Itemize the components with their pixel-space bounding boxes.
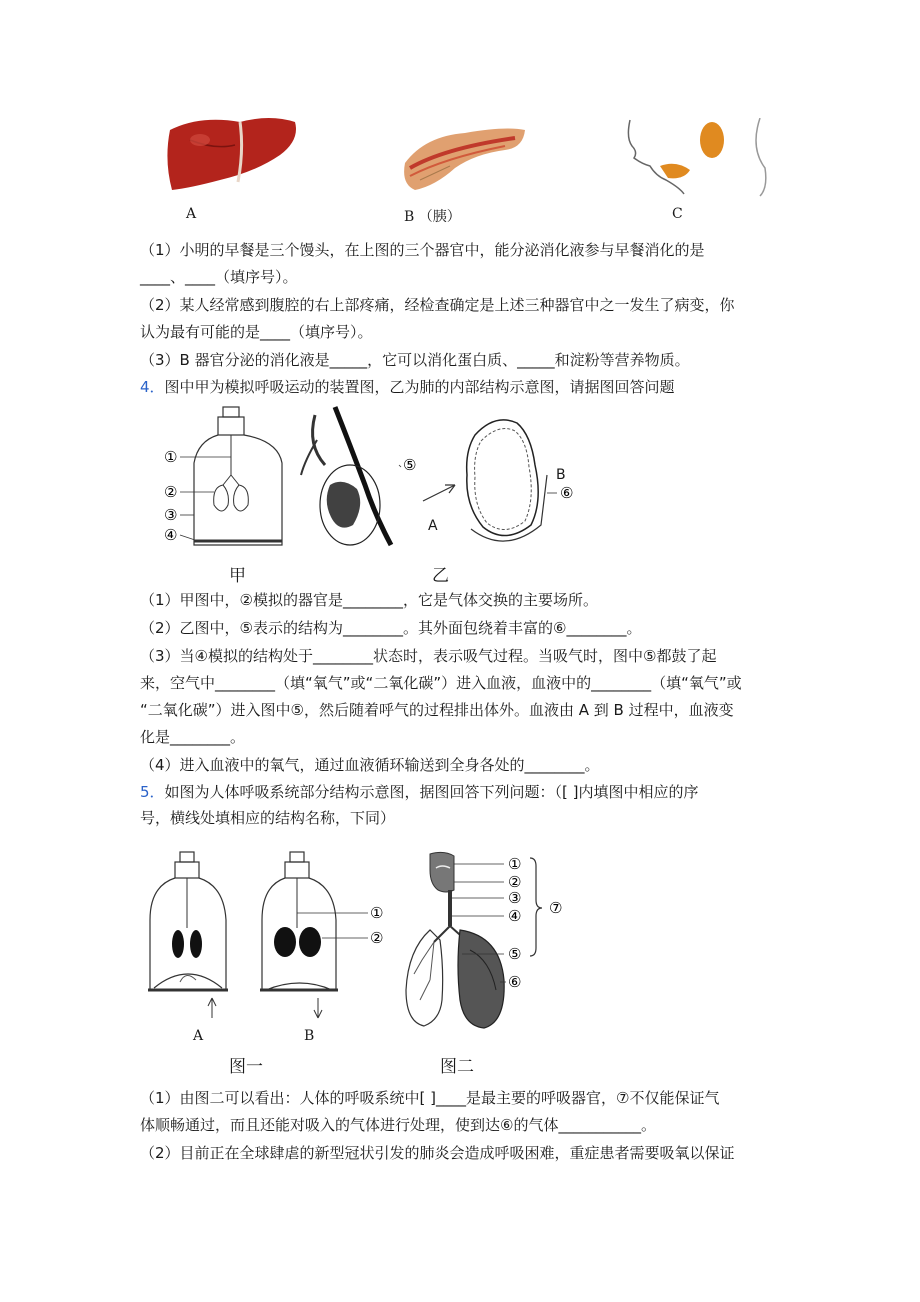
fig2-marker-7: ⑦ xyxy=(549,899,563,917)
organ-b-label: B （胰） xyxy=(404,209,461,225)
q4-sub1: （1）甲图中，②模拟的器官是________，它是气体交换的主要场所。 xyxy=(140,591,598,609)
organ-c-label: C xyxy=(672,206,683,222)
bell-jar-models xyxy=(140,850,400,1025)
fig-yi-label: 乙 xyxy=(432,566,449,586)
fig2-marker-6: ⑥ xyxy=(508,973,522,991)
jia-marker-2: ② xyxy=(164,483,178,501)
respiratory-system-diagram xyxy=(400,850,580,1035)
fig2-marker-2: ② xyxy=(508,873,522,891)
q4-sub3-line1: （3）当④模拟的结构处于________状态时，表示吸气过程。当吸气时，图中⑤都鼓了起 xyxy=(140,647,717,665)
fig2-marker-3: ③ xyxy=(508,889,522,907)
jia-marker-3: ③ xyxy=(164,506,178,524)
fig1-marker-1: ① xyxy=(370,904,384,922)
organ-a-label: A xyxy=(186,206,197,222)
fig1-label-a: A xyxy=(193,1028,204,1044)
q3-sub2-line1: （2）某人经常感到腹腔的右上部疼痛，经检查确定是上述三种器官中之一发生了病变，你 xyxy=(140,296,735,314)
fig-jia-label: 甲 xyxy=(229,566,246,586)
q4-sub2: （2）乙图中，⑤表示的结构为________。其外面包绕着丰富的⑥________。 xyxy=(140,619,642,637)
bell-jar-b xyxy=(260,852,385,1018)
fig1-label-b: B xyxy=(304,1028,315,1044)
q5-stem-line2: 号，横线处填相应的结构名称，下同） xyxy=(140,809,396,827)
fig2-marker-4: ④ xyxy=(508,907,522,925)
q5-number: 5． xyxy=(140,783,165,801)
q4-sub3-line4: 化是________。 xyxy=(140,728,246,746)
fig2-marker-5: ⑤ xyxy=(508,945,522,963)
q3-sub1-line1: （1）小明的早餐是三个馒头，在上图的三个器官中，能分泌消化液参与早餐消化的是 xyxy=(140,241,705,259)
fig2-marker-1: ① xyxy=(508,855,522,873)
jia-marker-1: ① xyxy=(164,448,178,466)
q5-sub1-line1: （1）由图二可以看出：人体的呼吸系统中[ ]____是最主要的呼吸器官，⑦不仅能保证气 xyxy=(140,1089,720,1107)
q4-stem-text: 图中甲为模拟呼吸运动的装置图，乙为肺的内部结构示意图，请据图回答问题 xyxy=(164,378,675,396)
jia-marker-4: ④ xyxy=(164,526,178,544)
fig2-caption: 图二 xyxy=(440,1057,474,1077)
bell-jar-a xyxy=(148,852,228,1018)
fig1-marker-2: ② xyxy=(370,929,384,947)
q4-stem xyxy=(140,377,675,397)
q3-sub3: （3）B 器官分泌的消化液是_____，它可以消化蛋白质、_____和淀粉等营养物质。 xyxy=(140,351,690,369)
q5-sub2-line1: （2）目前正在全球肆虐的新型冠状引发的肺炎会造成呼吸困难，重症患者需要吸氧以保证 xyxy=(140,1144,735,1162)
yi-letter-a: A xyxy=(428,518,438,534)
q3-sub1-line2: ____、____（填序号）。 xyxy=(140,268,298,286)
lung-structure-yi xyxy=(295,405,585,555)
q4-sub4: （4）进入血液中的氧气，通过血液循环输送到全身各处的________。 xyxy=(140,756,600,774)
pancreas-image xyxy=(395,118,530,198)
liver-image xyxy=(160,110,305,195)
q5-stem-text: 如图为人体呼吸系统部分结构示意图，据图回答下列问题：（[ ]内填图中相应的序 xyxy=(164,783,699,801)
yi-letter-b: B xyxy=(556,467,566,483)
q5-sub1-line2: 体顺畅通过，而且还能对吸入的气体进行处理，使到达⑥的气体___________。 xyxy=(140,1116,656,1134)
fig1-caption: 图一 xyxy=(229,1057,263,1077)
q4-sub3-line2: 来，空气中________（填“氧气”或“二氧化碳”）进入血液，血液中的________（填“氧气”或 xyxy=(140,674,742,692)
q5-stem-line1 xyxy=(140,782,699,802)
salivary-gland-image xyxy=(620,118,770,198)
yi-marker-6: ⑥ xyxy=(560,484,574,502)
q4-number: 4． xyxy=(140,378,165,396)
q3-sub2-line2: 认为最有可能的是____（填序号）。 xyxy=(140,323,373,341)
yi-marker-5: ⑤ xyxy=(403,456,417,474)
breathing-model-jia xyxy=(150,405,290,555)
q4-sub3-line3: “二氧化碳”）进入图中⑤，然后随着呼气的过程排出体外。血液由 A 到 B 过程中，血液变 xyxy=(140,701,734,719)
